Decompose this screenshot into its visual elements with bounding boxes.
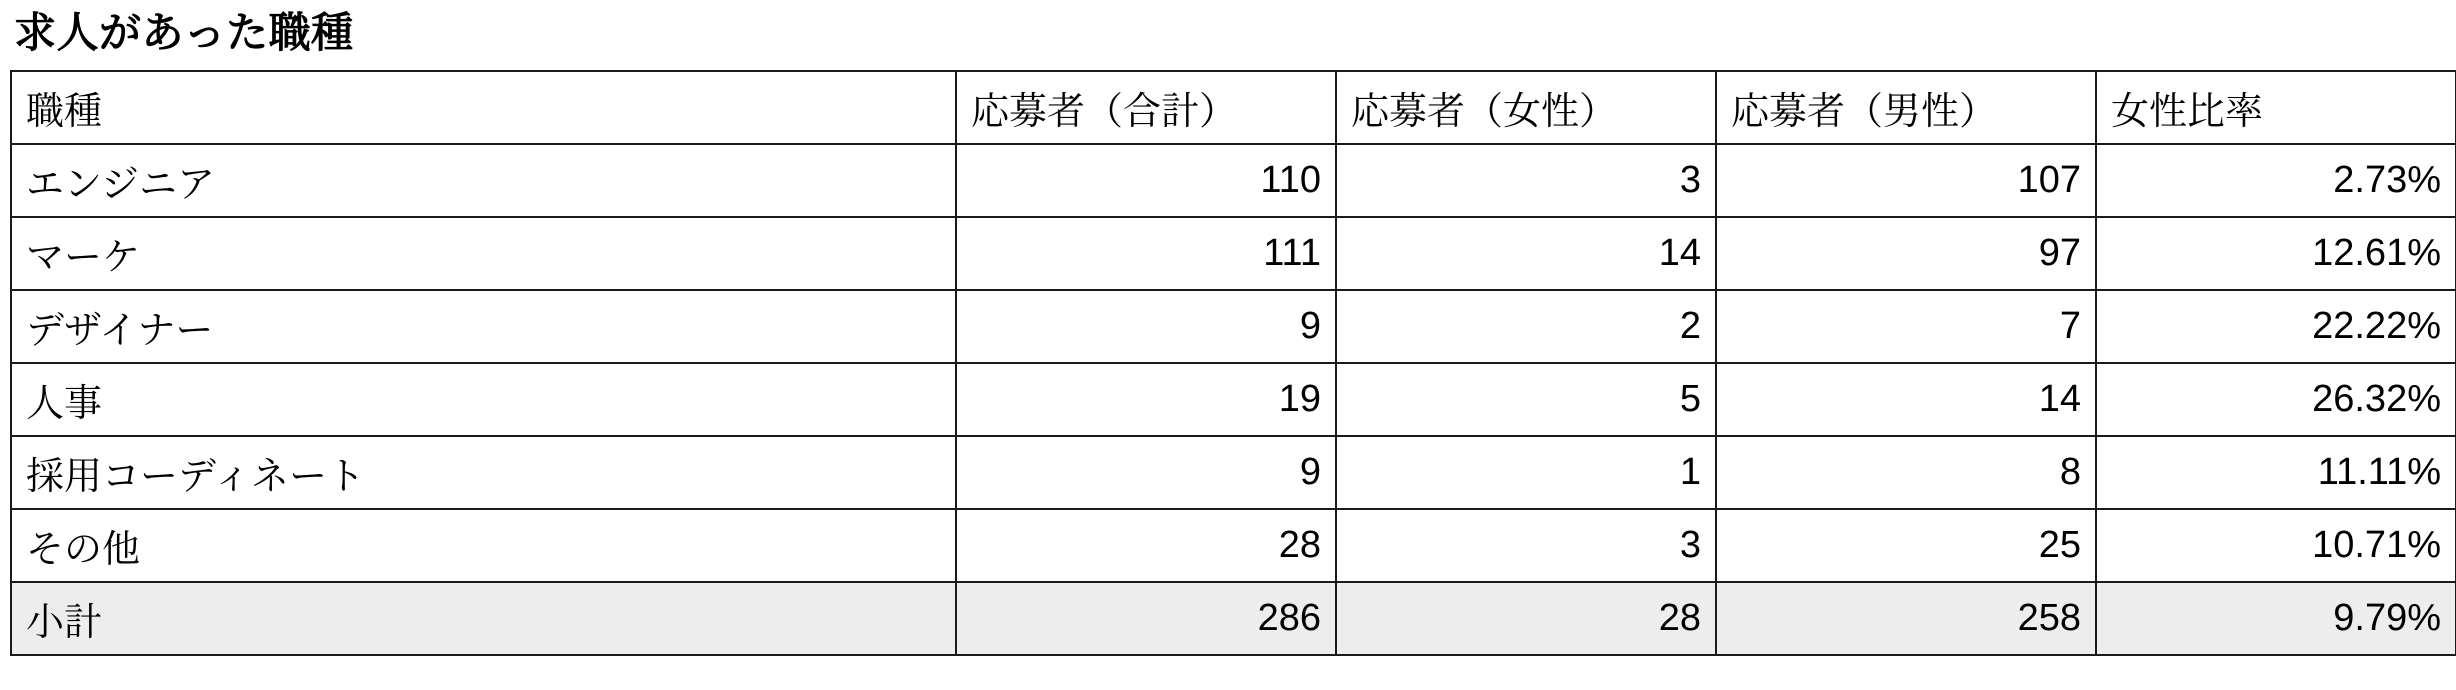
cell-female: 5 (1336, 363, 1716, 436)
cell-ratio: 10.71% (2096, 509, 2456, 582)
cell-job: デザイナー (11, 290, 956, 363)
cell-total: 28 (956, 509, 1336, 582)
cell-total: 9 (956, 436, 1336, 509)
table-row (11, 363, 2456, 436)
column-header-job: 職種 (11, 71, 956, 144)
cell-ratio: 2.73% (2096, 144, 2456, 217)
column-header-applicants-total: 応募者（合計） (956, 71, 1336, 144)
table-row (11, 144, 2456, 217)
column-header-applicants-female: 応募者（女性） (1336, 71, 1716, 144)
table-row (11, 509, 2456, 582)
cell-ratio: 22.22% (2096, 290, 2456, 363)
cell-male: 97 (1716, 217, 2096, 290)
table-row (11, 436, 2456, 509)
column-header-applicants-male: 応募者（男性） (1716, 71, 2096, 144)
cell-male: 107 (1716, 144, 2096, 217)
table-row (11, 290, 2456, 363)
cell-male: 7 (1716, 290, 2096, 363)
column-header-female-ratio: 女性比率 (2096, 71, 2456, 144)
cell-summary-ratio: 9.79% (2096, 582, 2456, 655)
cell-female: 1 (1336, 436, 1716, 509)
cell-job: エンジニア (11, 144, 956, 217)
cell-total: 110 (956, 144, 1336, 217)
table-row (11, 217, 2456, 290)
cell-ratio: 11.11% (2096, 436, 2456, 509)
cell-male: 25 (1716, 509, 2096, 582)
cell-summary-male: 258 (1716, 582, 2096, 655)
cell-total: 9 (956, 290, 1336, 363)
cell-total: 111 (956, 217, 1336, 290)
cell-male: 14 (1716, 363, 2096, 436)
table-header (11, 71, 2456, 144)
cell-ratio: 12.61% (2096, 217, 2456, 290)
page-title: 求人があった職種 (14, 9, 354, 56)
table-header-row (11, 71, 2456, 144)
cell-ratio: 26.32% (2096, 363, 2456, 436)
cell-male: 8 (1716, 436, 2096, 509)
cell-total: 19 (956, 363, 1336, 436)
cell-job: 人事 (11, 363, 956, 436)
cell-summary-female: 28 (1336, 582, 1716, 655)
table-body (11, 144, 2456, 655)
cell-job: 採用コーディネート (11, 436, 956, 509)
job-applicants-table (10, 70, 2456, 656)
cell-female: 14 (1336, 217, 1716, 290)
cell-job: マーケ (11, 217, 956, 290)
cell-summary-label: 小計 (11, 582, 956, 655)
cell-female: 3 (1336, 509, 1716, 582)
table-summary-row (11, 582, 2456, 655)
cell-summary-total: 286 (956, 582, 1336, 655)
cell-job: その他 (11, 509, 956, 582)
cell-female: 3 (1336, 144, 1716, 217)
cell-female: 2 (1336, 290, 1716, 363)
